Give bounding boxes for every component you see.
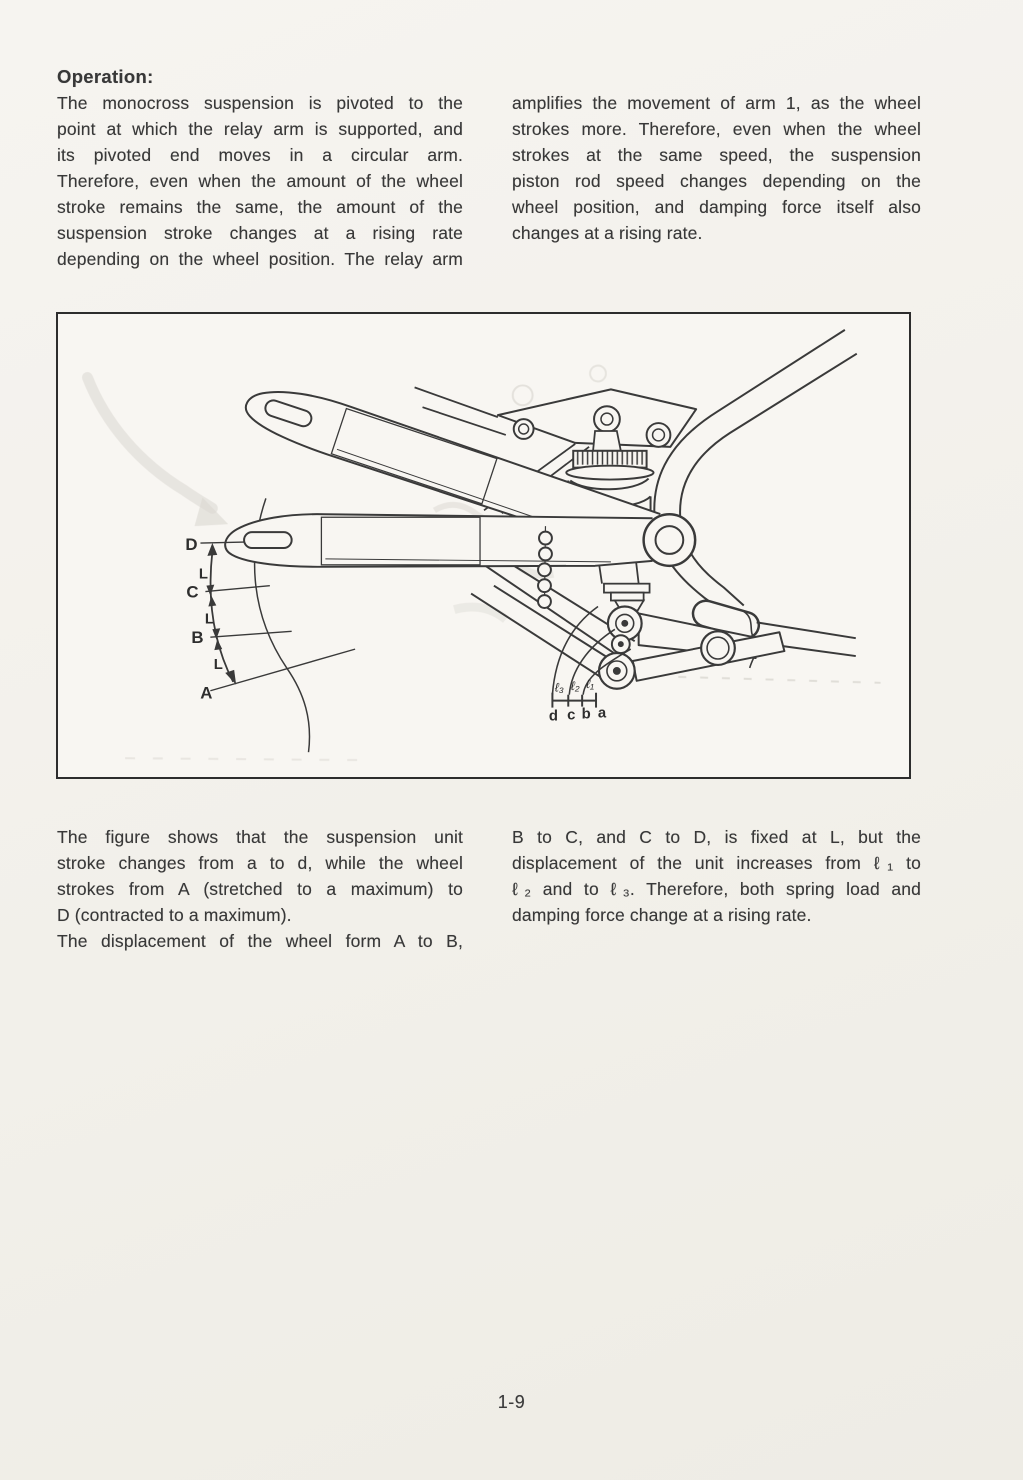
text-line: strokes at the same speed, the suspension <box>512 145 921 165</box>
top-left-column <box>57 64 463 272</box>
section-heading: Operation: <box>57 66 154 87</box>
label-A: A <box>200 683 213 703</box>
text-line: displacement of the unit increases from ℓ₁ to <box>512 853 921 873</box>
text-line: point at which the relay arm is supported, and <box>57 119 463 139</box>
paragraph-2-right <box>512 824 921 928</box>
text-line: piston rod speed changes depending on the <box>512 171 921 191</box>
label-D: D <box>185 534 198 554</box>
text-line: strokes more. Therefore, even when the wheel <box>512 119 921 139</box>
label-L-top: L <box>198 566 208 583</box>
text-line: damping force change at a rising rate. <box>512 905 812 925</box>
label-C: C <box>186 582 199 602</box>
label-b: b <box>581 706 591 723</box>
text-line: suspension stroke changes at a rising rate <box>57 223 463 243</box>
page-number: 1-9 <box>497 1392 526 1412</box>
text-line: strokes from A (stretched to a maximum) to <box>57 879 463 899</box>
text-line: stroke remains the same, the amount of the <box>57 197 463 217</box>
shock-stem <box>593 431 621 451</box>
spring-seat <box>566 466 653 480</box>
paragraph-2-left <box>57 824 463 928</box>
suspension-diagram <box>58 314 909 777</box>
label-L-mid: L <box>204 611 214 628</box>
text-line: ℓ₂ and to ℓ₃. Therefore, both spring load and <box>512 879 921 899</box>
bottom-right-column <box>512 824 921 928</box>
text-line: Therefore, even when the amount of the wheel <box>57 171 463 191</box>
swingarm-upper-position <box>225 514 652 567</box>
label-c: c <box>567 707 576 724</box>
text-line: The monocross suspension is pivoted to the <box>57 93 463 113</box>
frame-tubes <box>654 330 856 668</box>
text-line: changes at a rising rate. <box>512 223 703 243</box>
text-line: amplifies the movement of arm 1, as the wheel <box>512 93 921 113</box>
label-l3: ℓ₃ <box>554 680 564 695</box>
text-line: The figure shows that the suspension unit <box>57 827 463 847</box>
text-line: The displacement of the wheel form A to B, <box>57 931 463 951</box>
label-l2: ℓ₂ <box>570 678 580 693</box>
top-right-column <box>512 90 921 246</box>
label-d: d <box>548 708 558 725</box>
text-line: D (contracted to a maximum). <box>57 905 292 925</box>
text-line: stroke changes from a to d, while the wheel <box>57 853 463 873</box>
paragraph-1-right <box>512 90 921 246</box>
label-a: a <box>597 705 607 722</box>
swingarm-pivot <box>644 514 696 566</box>
text-line: depending on the wheel position. The relay arm <box>57 249 463 269</box>
figure-box <box>56 312 911 779</box>
shock-rod-joints <box>538 526 552 608</box>
label-L-bottom: L <box>213 656 223 673</box>
bottom-left-column <box>57 824 463 954</box>
label-B: B <box>191 628 204 648</box>
paragraph-3-left <box>57 928 463 954</box>
label-l1: ℓ₁ <box>586 676 595 691</box>
text-line: its pivoted end moves in a circular arm. <box>57 145 463 165</box>
text-line: wheel position, and damping force itself also <box>512 197 921 217</box>
paragraph-1-left <box>57 90 463 272</box>
text-line: B to C, and C to D, is fixed at L, but the <box>512 827 921 847</box>
